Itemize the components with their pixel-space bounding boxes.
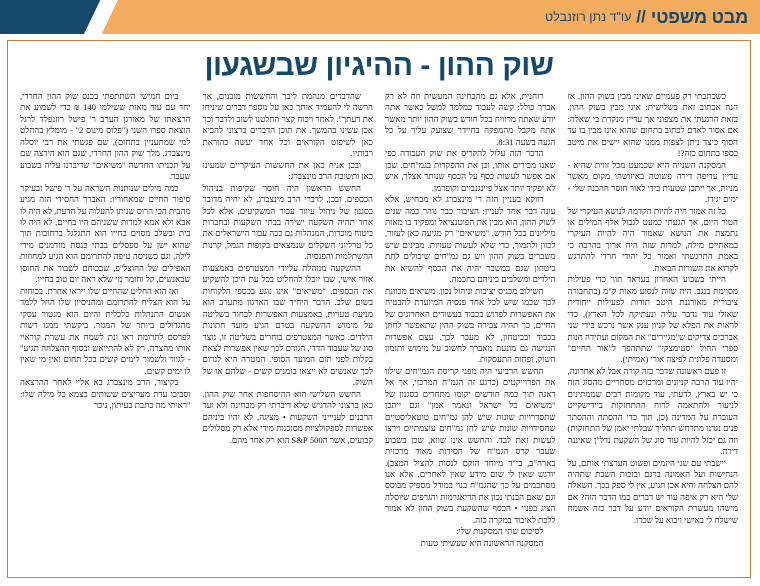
masthead-section-title: מבט משפטי (650, 6, 748, 27)
article-frame (7, 40, 751, 578)
masthead-band (0, 0, 760, 34)
article-paragraph: כמה מילים שנותנות השראה על ר' פישל ובעיקר סיפור החיים שמאחוריו: האברך החסידי הזה מגיע מהבית הכי הרוס שניתן להעלות על הדעת, לא היה לו אבא ולא אמא למרות ששניהם היו בחיים, לא היה לו בית ובשלב מסוים בחייו הוא התגלגל ברחובות תוך שהוא ישן על ספסלים בבתי כנסת מזדמנים מידי לילה, וגם כשניסה טיפה להתרומם הוא הגיע למחוזות האפילים של ההוצל"פ, שבכוחם לשבור את החוסן שבאנשים, קל וחומר מי שלא ראה יום טוב בחייו. (20, 182, 191, 285)
article-columns (14, 91, 744, 571)
article-paragraph: בקיצור, הרב מינצברג בא אליי לאחר ההרצאה וסביבו עדת מעריצים ששותים בצמא כל מילה שלו: "ראיתי מה כתבת בעיתון, ניכר (20, 377, 191, 411)
article-paragraph: זו פעם ראשונה שדבר כזה קורה אבל לא אחרונה, יהיו עוד הרבה קניונים ומרכזים מסחריים מהסוג הזה כי יש בארץ, לדעתי, עוד מקומות רבים שממתינים לניעור ולהתאמה לרוח ההתחזקות ביידישקייט העוברת על המדינה (כן, תוך כדי ההסתה וההסתר פנים נגדנו מתרחש תהליך שבלתי יאמן של התחזקות) וזה גם יכול להיות עוד סוג של השקעת נדל"ן שאיננה דירה. (567, 365, 738, 457)
article-paragraph: ובכן אניח כאן את החששות העיקריים שמעינו כאן ותשובת הרב מינצברג: (202, 159, 373, 182)
article-paragraph: החשש הרביעי היה מפני קריסת הגמ"חים שילוו את הפרוייקטים (כרגע זה הגמ"ח המרכזי, אך אל דאגה תוך כמה חודשים יקומו מתחרים בסגנון של "משיאים כל ישראל ונאמר אמן" וגם ייתכן שתסדרויות שונות שיש להן גמ"חים טוטאליסטיים שחסידויות שונות שיש להן גמ"חים עוצמתיים וירצו לעשות זאת לבד. והחשש אינו שווא, שכן בשבוע שעבר קרס הגמ"ח של חסידות מאוד מרכזית בארה"ב, בי"ד מיוחד הוקם לנסות להציל המצב). יודגש שאין לי שום מידע שאין לאחרים, אלא אנו מסתכמים על כך שהגמ"ח בנוי במודל מספיק מבוסס וגם שאם הבנתי נכון את הדיאגרמות והגרפים שיוסלה הציג בפניי • הכסף שהשקעת בשוק ההון לא אמור ללכת לאיבוד במקרה כזה. (385, 365, 556, 525)
article-paragraph: רוחנית, אלא גם מהבחינה המעשית וזה לא רק אברך כולל: קשה לעבוד כמלמד למשל כאשר אתה יודע שאתה מרוויח בכל חודש בשוק ההון יותר מאשר אתה מקבל מהמפקה בחיידר שצועק עליך על כל הגעה בשעה 8:31. (385, 91, 556, 147)
article-paragraph: כל זה אמור היה להיות הקדמה לנושא העיקרי של הטור היום, אך הגעתי כמעט לגבול אלף המילים או נתמצת את הנושא שאמור היה להיות העיקרי במאתיים מילה, למרות שזה היה ארוך בהרבה כי באמת התרגשתי ואמור כל יהודי חרדי להתרגש לקרוא את השורות הבאות. (567, 205, 738, 273)
masthead-byline: עו"ד נתן רוזנבלט (545, 10, 632, 24)
article-paragraph: לסיכום שתי המסקנות שלי: (456, 526, 544, 537)
article-paragraph: ביום חמישי השתתפתי בכנס שוק ההון החרדי, יחד עם עוד מאות ששילמו 140 ₪ כדי לשמוע את הרצאתו של מאורגן הערב ר' פישל רוזנפלד לרגל הוצאת ספרו השני ("פלוס מינוס 2" - מומלץ בהחלט למי שמתעניין בתחום), שם פגשתי את רבי יוסלה מינצברג, מלך שוק ההון החרדי, שגם הוא הירצה שם על תכניתו החדשה "משיאים" שדיברנו עליה בשבוע שעבר. (20, 91, 191, 182)
masthead-text-group (545, 0, 760, 34)
article-paragraph: כשכתבתי רק פעמיים שאיני מבין בשוק ההון, אז הנה אכתוב זאת בשלישית: איני מבין בשוק ההון. בזאת הרגעתי את מצפוני אך עדיין מנקרת בי שאלה: אם אסור לאדם לכתוב בתחום שהוא אינו מבין בו עד הסוף כיצד ניתן לצפות ממנו שהוא יישים את מיטב כספו בתחום כזה?! (567, 91, 738, 159)
article-headline: שוק ההון - ההיגיון שבשגעון (204, 49, 554, 82)
article-paragraph: המסקנה השנייה היא שכמעט מכל זווית שהיא - עדיין עדיפה דירה פשוטה באיזושהו מקום מאשר מניות, אך ייתכן שטעות בידי לאור חוסר ההבנה שלי - ימים יגידו. (567, 159, 738, 205)
masthead-separator: // (636, 7, 646, 26)
article-paragraph: החשש הראשון היה חוסר שקיפות בניהול הכספים. ובכן, לדברי הרב מינצברג, לא יהיה מדובר בסגנון של ניהול עיוור עבור המשקיעים, אלא לכל אחד תהיה השקעה ישירה בבתי השקעות ובחברות ביטוח מוכרות, המנהלות גם ככה עבור הישראלים את כל טרליוני השקלים שנמצאים בקופות הגמל, קרנות ההשתלמות והפנסיה. (202, 182, 373, 262)
column-2 (197, 91, 380, 571)
article-paragraph: השילוב מכניס יציבות וניהול נכון. משיאים מכוונת לכך שכמו שיש לכל אחד פנסיה המיועדת להבטיח את האפשרות לפרוש בכבוד בעשורים האחרונים של החיים, כך תהיה צבירה בשוק ההון שתאפשר לחתן בכבוד ובביטחון, לא מעבר לכך. עצם אפשרות הנגישה גם מונעת מאברך לחשוב על מימוש ותזמון השוק, ופחות התעסקות. (385, 285, 556, 365)
column-3 (379, 91, 562, 571)
article-paragraph: דווקא בעניין הזה ר' מינצברג לא מכחיש, אלא עונה דבר אחד לעניין: הציבור כבר נוהר כמה שנים לשוק ההון, הוא מבין את הפוטנציאל ומפקיד בו מאות מיליונים בכל חודש, "משיאים" רק מגיעה כאן לעזור, לכוון ולתמוך, כדי שלא לעשות טעויות. מבינים שיש משברים בשוק ההון ויש גם גמ"חים שיכולים לתת ביטחון שגם במשבר יהיה את הכסף להשיא את הילדים ומשלבים ביניהם בחכמה. (385, 194, 556, 285)
article-paragraph: הדבר הזה עלול להקריס את שוק העבודה כפי שאנו מכירים אותו, וכן את ההפקדות בגמ"חים. שכן אם אפשר לעשות כסף על הכסף שנותר אצלך, איש לא יפקיד יותר אצל פיינגנבוים וקופרמן. (385, 148, 556, 193)
article-paragraph: ההשקעה מנוהלת עליידי המצטרפים באמצעות אזור אישי, שבו יוכלו להחליט בכל עת היכן להשקיע את הכספים. "משיאים" אינו נוגע בכספי הלקוחות בשום שלב. הדבר היחיד שבו הארגון מתערב הוא מניעת טעויות, באמצעות האפשרות לבחור בשליטה על מימוש ההשקעה בטרם הגיע מועד חתונות הילדים. כאשר המצטרפים בוחרים בשליטה זו, נוצר סוג של שעבוד הדדי, הגורם לכך שאין אפשרות לצאת בקלות לפני תום המועד הסופי. המטרה היא לגרום לכך שאנשים לא ייצאו בזמנים קשים - שלהם או של השוק. (202, 262, 373, 388)
article-paragraph: הייתי בשבוע האחרון בעראד תוך כדי פעילות מסוימת בנגב. היה שווה לנסוע מאות ק"מ (בתחבורה ציבורית מאורגנת היטב תודות לפעילות ייחודית שאולי עוד נדבר עליה ונעתיקה לכל הארץ), כדי לראות את הפלא של קניון ענק אשר נרכש בידי שני אברכים צדיקים ש"מגיירים" את המקום ועתידה חנות ספרי החול "סטימצקי" שתתהפך ל"אור החיים" ומסעדה פלונית לפיצה אורי (אמיתי). (567, 274, 738, 365)
article-paragraph: שהדברים מנהמת ליבך והחששות מובנים, אך הרשה לי להעמיד אותך כאן על מספר דברים שיניחו את דעתך". לאחר ויכוח קצר החלטנו לשוב ולדבר וכך אכן עשינו בהמשך. את תוכן הדברים ברצוני להביא כאן לשיפוט הקוראים וכל אחד יעשה כהוראת רבותיו. (202, 91, 373, 159)
column-1-right (14, 91, 197, 571)
article-paragraph: החשש השלישי הוא ההיסחפות אחר שוק ההון. כאן ברצוני להדגיש שלא דיברתי רק מבחינה ולא ועד הרבנים לעניייני השקעות • מציגה, לא יהיו ביניהם אפשרות לספקולציות מסוכנות מידי אלא רק מסלולים קבועים, אשר ה500 S&P הוא רק אחד מהם. (202, 388, 373, 445)
article-paragraph: ואז הוא החליט שהחיים שלו ייראו אחרת. בכוחות על הוא הצליח להתרומם ומהניסיון שלו החל ללמד אנשים התנהלות כלכלית והיום הוא מנטור עסקי מהגדולים ביותר של המגזר. ביקשתי ממנו רשות לפרסם לתרומת ראו ונת לשמח את עשרת קוראיי אותו מהצרה, רק לא להתייאש ובסוף ההצלחה תגיע" - לגוור ולשמור לימים קשים בכל תחום ואין מי שאין לו ימים קשים. (20, 285, 191, 376)
article-paragraph: יישבתי עם שני היזמים ופשוט הערצתי אותם, על הנחישות ועל האמונה ברגם ובזכות השבת שתהיה להם הצלחה והיא אכן תגיע, אין לי ספק בכך. השאלה שלי היא רק איפה עוד יש דברים כמו הדבר הזה? אם מישהו מעשרת הקוראים יודע על דבר כזה אשמח שישלח לי באישי ויבוא על שכרו. (567, 457, 738, 525)
article-paragraph: המסקנה הראשונה היא שעשיתי טעות (420, 537, 544, 548)
column-4-left (562, 91, 745, 571)
